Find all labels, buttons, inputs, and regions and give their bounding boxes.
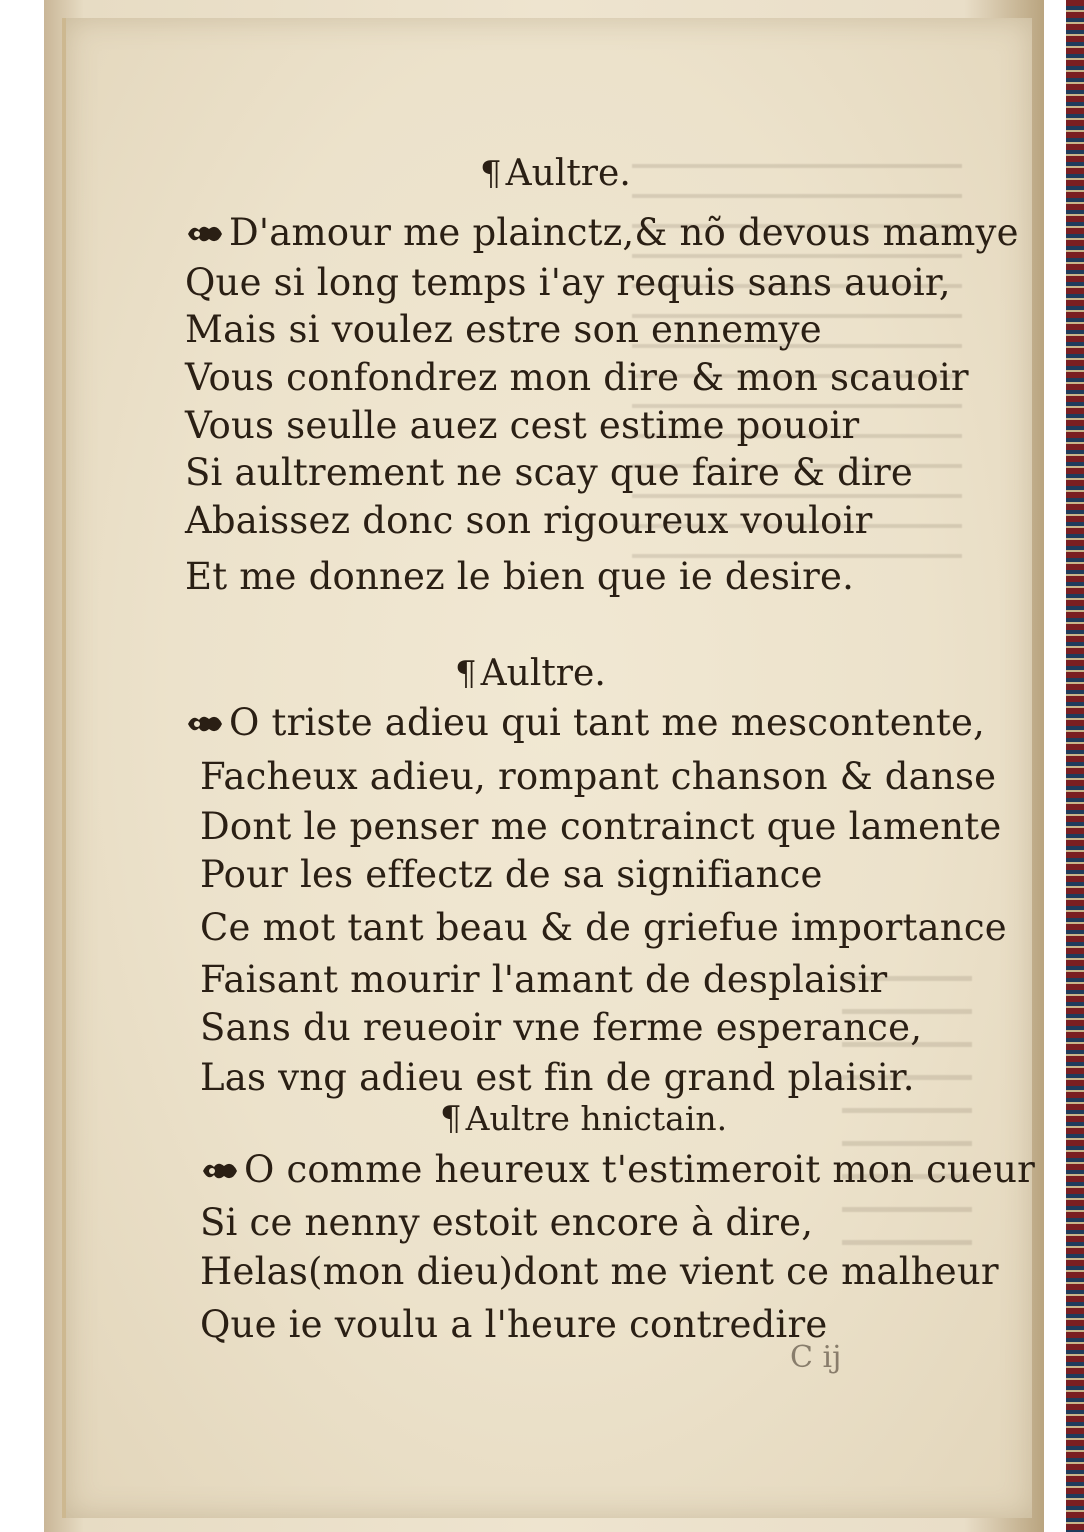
hand-fleuron-icon — [200, 1158, 240, 1184]
hand-fleuron-icon — [185, 221, 225, 247]
verse-text: O comme heureux t'estimeroit mon cueur — [244, 1148, 1036, 1191]
verse-line: Si ce nenny estoit encore à dire, — [200, 1201, 814, 1244]
verse-line: Ce mot tant beau & de griefue importance — [200, 906, 1007, 949]
adjacent-binding-edge — [1066, 0, 1084, 1532]
verse-line: Faisant mourir l'amant de desplaisir — [200, 958, 888, 1001]
verse-line: Las vng adieu est fin de grand plaisir. — [200, 1056, 915, 1099]
verse-line: Vous seulle auez cest estime pouoir — [185, 404, 860, 447]
verse-line: Facheux adieu, rompant chanson & danse — [200, 755, 997, 798]
pilcrow-icon: ¶ — [440, 1099, 462, 1139]
verse-line: Et me donnez le bien que ie desire. — [185, 555, 855, 598]
heading-text: Aultre. — [480, 653, 606, 694]
verse-line: Abaissez donc son rigoureux vouloir — [185, 499, 873, 542]
verse-line: Mais si voulez estre son ennemye — [185, 308, 822, 351]
verse-line: Dont le penser me contrainct que lamente — [200, 805, 1002, 848]
verse-text: O triste adieu qui tant me mescontente, — [229, 701, 986, 744]
verse-line: Si aultrement ne scay que faire & dire — [185, 451, 913, 494]
pilcrow-icon: ¶ — [480, 154, 502, 194]
section-heading — [455, 652, 606, 696]
verse-line — [200, 1145, 1035, 1195]
section-heading — [440, 1097, 727, 1141]
signature-mark: C ij — [790, 1340, 842, 1375]
heading-text: Aultre hnictain. — [465, 1099, 728, 1138]
hand-fleuron-icon — [185, 711, 225, 737]
verse-line: Helas(mon dieu)dont me vient ce malheur — [200, 1250, 999, 1293]
heading-text: Aultre. — [505, 153, 631, 194]
verse-line: Vous confondrez mon dire & mon scauoir — [185, 356, 969, 399]
verse-line — [185, 208, 1019, 258]
verse-line: Sans du reueoir vne ferme esperance, — [200, 1006, 923, 1049]
section-heading — [480, 152, 631, 196]
verse-line: Pour les effectz de sa signifiance — [200, 853, 823, 896]
verse-line — [185, 698, 985, 748]
verse-text: D'amour me plainctz,& nõ devous mamye — [229, 211, 1019, 254]
verse-line: Que ie voulu a l'heure contredire — [200, 1303, 828, 1346]
pilcrow-icon: ¶ — [455, 654, 477, 694]
verse-line: Que si long temps i'ay requis sans auoir, — [185, 261, 951, 304]
